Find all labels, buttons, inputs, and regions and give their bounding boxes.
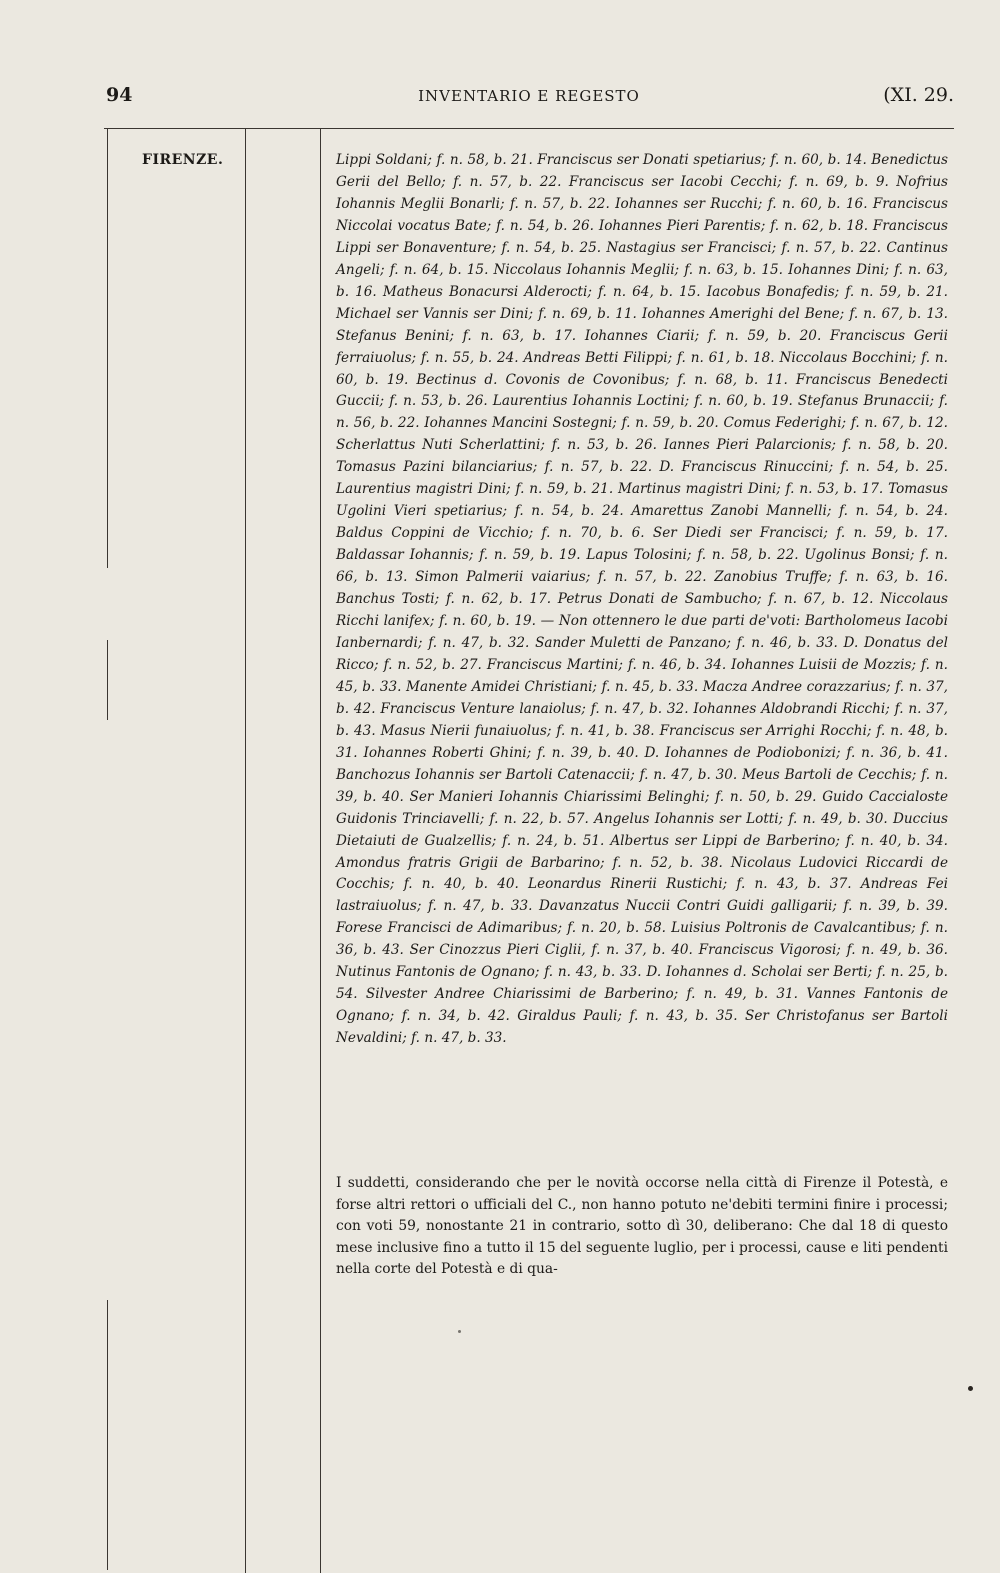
ink-speck [458,1330,461,1333]
running-title: INVENTARIO E REGESTO [418,87,640,105]
page-number: 94 [106,84,133,106]
top-rule [104,128,954,129]
page-header [104,84,954,116]
section-reference: (XI. 29. [883,84,954,106]
column-rule-middle [245,128,246,1573]
column-rule-left-bottom [107,1300,108,1570]
register-entries-body: Lippi Soldani; f. n. 58, b. 21. Franciscus ser Donati spetiarius; f. n. 60, b. 14. Benedictus Gerii del Bello; f. n. 57, b. 22. Franciscus ser Iacobi Cecchi; f. n. 69, b. 9. Nofrius Iohannis Meglii Bonarli; f. n. 57, b. 22. Iohannes ser Rucchi; f. n. 60, b. 16. Franciscus Niccolai vocatus Bate; f. n. 54, b. 26. Iohannes Pieri Parentis; f. n. 62, b. 18. Franciscus Lippi ser Bonaventure; f. n. 54, b. 25. Nastagius ser Francisci; f. n. 57, b. 22. Cantinus Angeli; f. n. 64, b. 15. Niccolaus Iohannis Meglii; f. n. 63, b. 15. Iohannes Dini; f. n. 63, b. 16. Matheus Bonacursi Alderocti; f. n. 64, b. 15. Iacobus Bonafedis; f. n. 59, b. 21. Michael ser Vannis ser Dini; f. n. 69, b. 11. Iohannes Amerighi del Bene; f. n. 67, b. 13. Stefanus Benini; f. n. 63, b. 17. Iohannes Ciarii; f. n. 59, b. 20. Franciscus Gerii ferraiuolus; f. n. 55, b. 24. Andreas Betti Filippi; f. n. 61, b. 18. Niccolaus Bocchini; f. n. 60, b. 19. Bectinus d. Covonis de Covonibus; f. n. 68, b. 11. Franciscus Benedecti Guccii; f. n. 53, b. 26. Laurentius Iohannis Loctini; f. n. 60, b. 19. Stefanus Brunaccii; f. n. 56, b. 22. Iohannes Mancini Sostegni; f. n. 59, b. 20. Comus Federighi; f. n. 67, b. 12. Scherlattus Nuti Scherlattini; f. n. 53, b. 26. Iannes Pieri Palarcionis; f. n. 58, b. 20. Tomasus Pazini bilanciarius; f. n. 57, b. 22. D. Franciscus Rinuccini; f. n. 54, b. 25. Laurentius magistri Dini; f. n. 59, b. 21. Martinus magistri Dini; f. n. 53, b. 17. Tomasus Ugolini Vieri spetiarius; f. n. 54, b. 24. Amarettus Zanobi Mannelli; f. n. 54, b. 24. Baldus Coppini de Vicchio; f. n. 70, b. 6. Ser Diedi ser Francisci; f. n. 59, b. 17. Baldassar Iohannis; f. n. 59, b. 19. Lapus Tolosini; f. n. 58, b. 22. Ugolinus Bonsi; f. n. 66, b. 13. Simon Palmerii vaiarius; f. n. 57, b. 22. Zanobius Truffe; f. n. 63, b. 16. Banchus Tosti; f. n. 62, b. 17. Petrus Donati de Sambucho; f. n. 67, b. 12. Niccolaus Ricchi lanifex; f. n. 60, b. 19. — Non ottennero le due parti de'voti: Bartholomeus Iacobi Ianbernardi; f. n. 47, b. 32. Sander Muletti de Panzano; f. n. 46, b. 33. D. Donatus del Ricco; f. n. 52, b. 27. Franciscus Martini; f. n. 46, b. 34. Iohannes Luisii de Mozzis; f. n. 45, b. 33. Manente Amidei Christiani; f. n. 45, b. 33. Macza Andree corazzarius; f. n. 37, b. 42. Franciscus Venture lanaiolus; f. n. 47, b. 32. Iohannes Aldobrandi Ricchi; f. n. 37, b. 43. Masus Nierii funaiuolus; f. n. 41, b. 38. Franciscus ser Arrighi Rocchi; f. n. 48, b. 31. Iohannes Roberti Ghini; f. n. 39, b. 40. D. Iohannes de Podiobonizi; f. n. 36, b. 41. Banchozus Iohannis ser Bartoli Catenaccii; f. n. 47, b. 30. Meus Bartoli de Cecchis; f. n. 39, b. 40. Ser Manieri Iohannis Chiarissimi Belinghi; f. n. 50, b. 29. Guido Caccialoste Guidonis Trinciavelli; f. n. 22, b. 57. Angelus Iohannis ser Lotti; f. n. 49, b. 30. Duccius Dietaiuti de Gualzellis; f. n. 24, b. 51. Albertus ser Lippi de Barberino; f. n. 40, b. 34. Amondus fratris Grigii de Barbarino; f. n. 52, b. 38. Nicolaus Ludovici Riccardi de Cocchis; f. n. 40, b. 40. Leonardus Rinerii Rustichi; f. n. 43, b. 37. Andreas Fei lastraiuolus; f. n. 47, b. 33. Davanzatus Nuccii Contri Guidi galligarii; f. n. 39, b. 39. Forese Francisci de Adimaribus; f. n. 20, b. 58. Luisius Poltronis de Cavalcantibus; f. n. 36, b. 43. Ser Cinozzus Pieri Ciglii, f. n. 37, b. 40. Franciscus Vigorosi; f. n. 49, b. 36. Nutinus Fantonis de Ognano; f. n. 43, b. 33. D. Iohannes d. Scholai ser Berti; f. n. 25, b. 54. Silvester Andree Chiarissimi de Barberino; f. n. 49, b. 31. Vannes Fantonis de Ognano; f. n. 34, b. 42. Giraldus Pauli; f. n. 43, b. 35. Ser Christofanus ser Bartoli Nevaldini; f. n. 47, b. 33. [336,152,948,1047]
column-rule-left [107,128,108,568]
register-entries-text [336,150,948,1050]
column-rule-left-lower [107,640,108,720]
margin-place-label: FIRENZE. [142,152,224,168]
deliberation-paragraph: I suddetti, considerando che per le novità occorse nella città di Firenze il Potestà, e forse altri rettori o ufficiali del C., non hanno potuto ne'debiti termini finire i processi; con voti 59, nonostante 21 in contrario, sotto dì 30, deliberano: Che dal 18 di questo mese inclusive fino a tutto il 15 del seguente luglio, per i processi, cause e liti pendenti nella corte del Potestà e di qua- [336,1175,948,1278]
ink-speck [968,1386,973,1391]
column-rule-right [320,128,321,1573]
